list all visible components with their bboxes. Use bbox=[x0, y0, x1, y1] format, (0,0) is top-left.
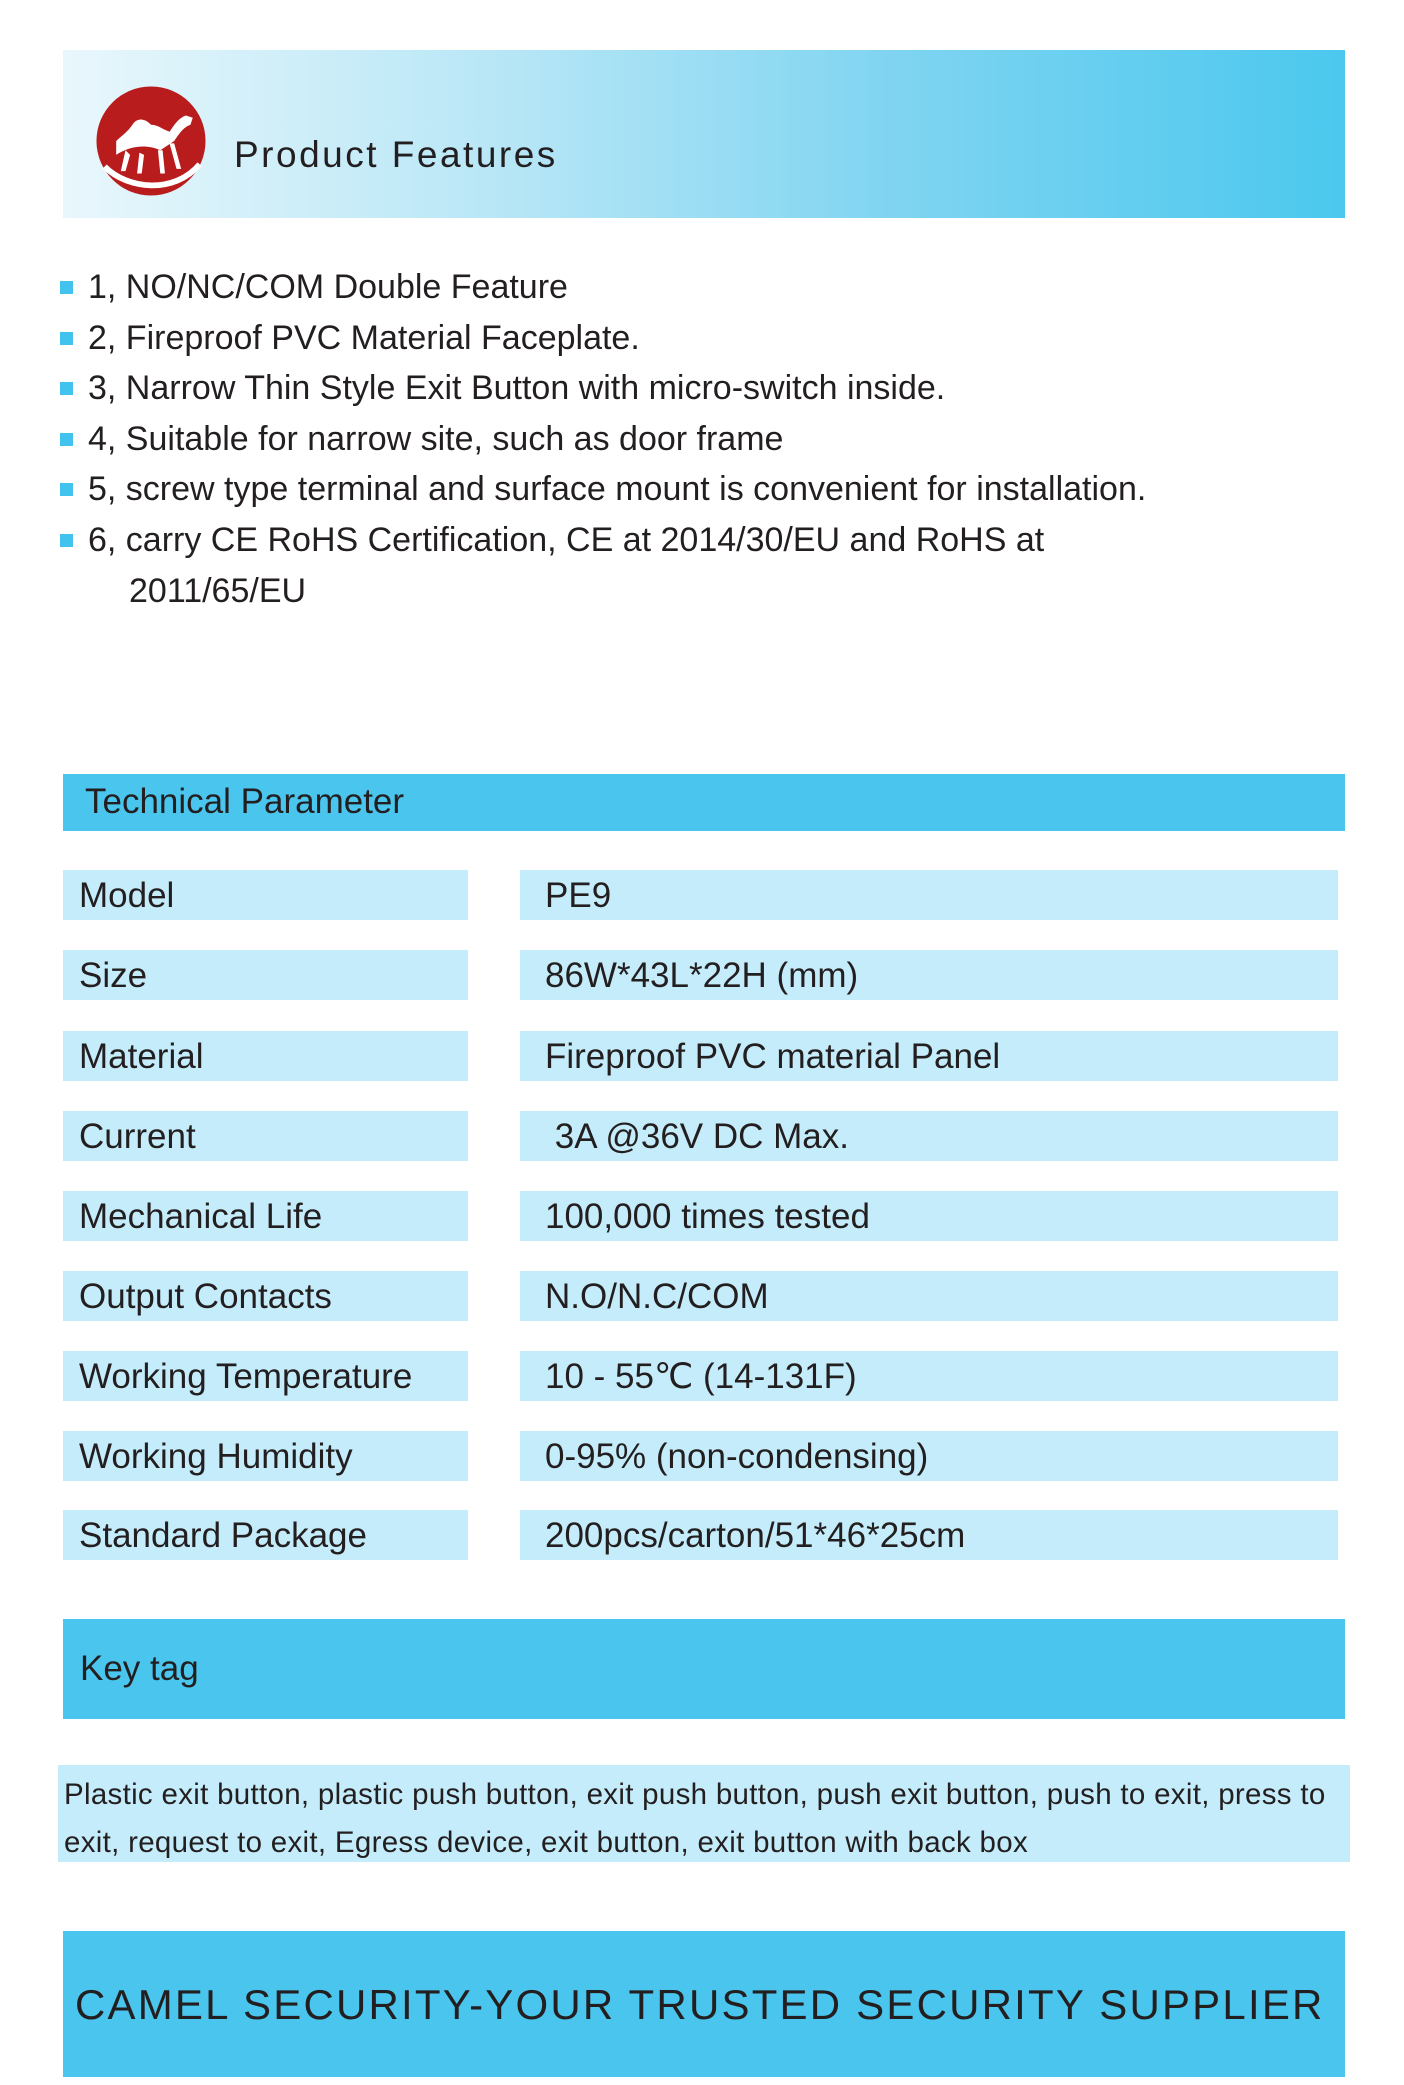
param-label: Mechanical Life bbox=[63, 1191, 468, 1241]
technical-parameter-header bbox=[63, 774, 1345, 831]
param-label: Size bbox=[63, 950, 468, 1000]
camel-logo-icon bbox=[93, 83, 209, 199]
param-value: 86W*43L*22H (mm) bbox=[520, 950, 1338, 1000]
feature-list bbox=[58, 262, 1146, 616]
param-row-size bbox=[63, 950, 1338, 1000]
param-label: Output Contacts bbox=[63, 1271, 468, 1321]
key-tag-text: Plastic exit button, plastic push button, exit push button, push exit button, push to exit, press to exit, request to exit, Egress device, exit button, exit button with back box bbox=[64, 1778, 1326, 1859]
product-features-header bbox=[63, 50, 1345, 218]
feature-text-continued: 2011/65/EU bbox=[129, 571, 307, 610]
param-value: PE9 bbox=[520, 870, 1338, 920]
feature-text: 2, Fireproof PVC Material Faceplate. bbox=[88, 318, 640, 357]
param-value: 0-95% (non-condensing) bbox=[520, 1431, 1338, 1481]
param-row-standard-package bbox=[63, 1510, 1338, 1560]
header-title: Product Features bbox=[234, 134, 558, 175]
list-item bbox=[58, 515, 1146, 616]
section-title: Key tag bbox=[80, 1649, 199, 1688]
feature-text: 6, carry CE RoHS Certification, CE at 2014/30/EU and RoHS at bbox=[88, 520, 1045, 559]
list-item bbox=[58, 363, 1146, 414]
feature-text: 4, Suitable for narrow site, such as door frame bbox=[88, 419, 784, 458]
list-item bbox=[58, 262, 1146, 313]
key-tag-box bbox=[58, 1765, 1350, 1862]
square-bullet-icon bbox=[60, 483, 73, 496]
param-label: Material bbox=[63, 1031, 468, 1081]
param-value: 10 - 55℃ (14-131F) bbox=[520, 1351, 1338, 1401]
square-bullet-icon bbox=[60, 281, 73, 294]
list-item bbox=[58, 414, 1146, 465]
param-value: 3A @36V DC Max. bbox=[520, 1111, 1338, 1161]
param-row-material bbox=[63, 1031, 1338, 1081]
param-row-output-contacts bbox=[63, 1271, 1338, 1321]
param-row-working-humidity bbox=[63, 1431, 1338, 1481]
footer-slogan: CAMEL SECURITY-YOUR TRUSTED SECURITY SUPPLIER bbox=[75, 1981, 1325, 2028]
param-row-current bbox=[63, 1111, 1338, 1161]
param-label: Working Humidity bbox=[63, 1431, 468, 1481]
param-value: 200pcs/carton/51*46*25cm bbox=[520, 1510, 1338, 1560]
param-value: N.O/N.C/COM bbox=[520, 1271, 1338, 1321]
param-label: Current bbox=[63, 1111, 468, 1161]
param-row-model bbox=[63, 870, 1338, 920]
square-bullet-icon bbox=[60, 534, 73, 547]
param-row-working-temperature bbox=[63, 1351, 1338, 1401]
param-row-mechanical-life bbox=[63, 1191, 1338, 1241]
param-value: Fireproof PVC material Panel bbox=[520, 1031, 1338, 1081]
section-title: Technical Parameter bbox=[85, 782, 405, 821]
param-value: 100,000 times tested bbox=[520, 1191, 1338, 1241]
key-tag-header bbox=[63, 1619, 1345, 1719]
param-label: Model bbox=[63, 870, 468, 920]
param-label: Standard Package bbox=[63, 1510, 468, 1560]
square-bullet-icon bbox=[60, 382, 73, 395]
param-label: Working Temperature bbox=[63, 1351, 468, 1401]
list-item bbox=[58, 464, 1146, 515]
feature-text: 3, Narrow Thin Style Exit Button with micro-switch inside. bbox=[88, 369, 946, 408]
list-item bbox=[58, 313, 1146, 364]
square-bullet-icon bbox=[60, 433, 73, 446]
feature-text: 1, NO/NC/COM Double Feature bbox=[88, 268, 568, 306]
feature-text: 5, screw type terminal and surface mount is convenient for installation. bbox=[88, 470, 1147, 509]
footer-banner bbox=[63, 1931, 1345, 2077]
square-bullet-icon bbox=[60, 332, 73, 345]
